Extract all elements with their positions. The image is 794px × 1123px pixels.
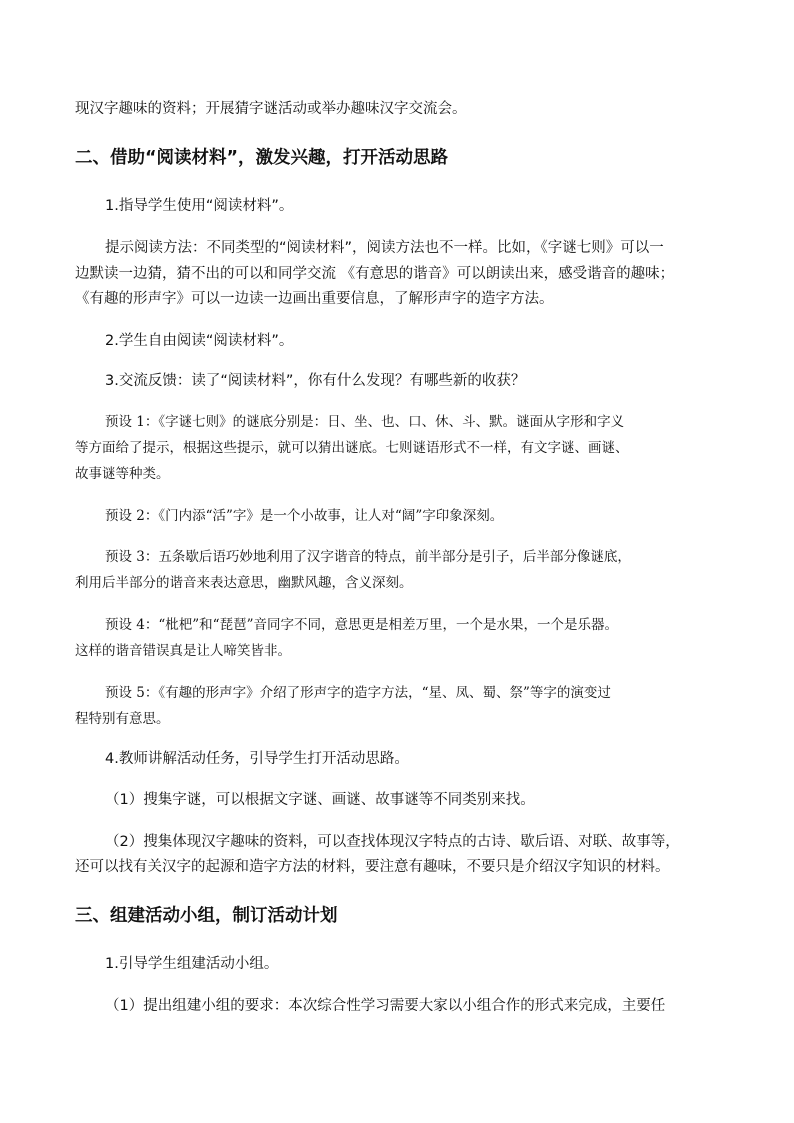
section-heading-2: 二、借助“阅读材料”，激发兴趣，打开活动思路 [75, 148, 449, 168]
step-4-item-1: （1）搜集字谜，可以根据文字谜、画谜、故事谜等不同类别来找。 [105, 792, 535, 808]
task-1-item-1: （1）提出组建小组的要求：本次综合性学习需要大家以小组合作的形式来完成，主要任 [105, 998, 666, 1014]
preset-4-line-1: 预设 4：“枇杷”和“琵琶”音同字不同，意思更是相差万里，一个是水果，一个是乐器。 [105, 617, 618, 633]
step-2: 2.学生自由阅读“阅读材料”。 [105, 333, 294, 349]
tip-paragraph-line-3: 《有趣的形声字》可以一边读一边画出重要信息，了解形声字的造字方法。 [75, 291, 554, 307]
step-4-item-2-line-1: （2）搜集体现汉字趣味的资料，可以查找体现汉字特点的古诗、歇后语、对联、故事等， [105, 834, 680, 850]
paragraph-continuation: 现汉字趣味的资料；开展猜字谜活动或举办趣味汉字交流会。 [75, 101, 467, 117]
tip-paragraph-line-2: 边默读一边猜，猜不出的可以和同学交流 《有意思的谐音》可以朗读出来，感受谐音的趣味； [75, 266, 675, 282]
step-3: 3.交流反馈：读了“阅读材料”，你有什么发现？有哪些新的收获？ [105, 373, 526, 389]
section-heading-3: 三、组建活动小组，制订活动计划 [75, 906, 338, 926]
preset-3-line-1: 预设 3：五条歇后语巧妙地利用了汉字谐音的特点，前半部分是引子，后半部分像谜底， [105, 549, 631, 565]
preset-1-line-2: 等方面给了提示，根据这些提示，就可以猜出谜底。七则谜语形式不一样，有文字谜、画谜、 [75, 440, 629, 456]
preset-1-line-1: 预设 1：《字谜七则》的谜底分别是：日、坐、也、口、休、斗、默。谜面从字形和字义 [105, 414, 625, 430]
preset-5-line-2: 程特别有意思。 [75, 711, 170, 727]
task-1: 1.引导学生组建活动小组。 [105, 956, 279, 972]
preset-3-line-2: 利用后半部分的谐音来表达意思，幽默风趣，含义深刻。 [75, 575, 413, 591]
preset-2: 预设 2：《门内添“活”字》是一个小故事，让人对“阔”字印象深刻。 [105, 508, 504, 524]
step-4: 4.教师讲解活动任务，引导学生打开活动思路。 [105, 751, 409, 767]
preset-4-line-2: 这样的谐音错误真是让人啼笑皆非。 [75, 643, 291, 659]
tip-paragraph-line-1: 提示阅读方法：不同类型的“阅读材料”，阅读方法也不一样。比如，《字谜七则》可以一 [105, 240, 664, 256]
preset-1-line-3: 故事谜等种类。 [75, 466, 170, 482]
step-4-item-2-line-2: 还可以找有关汉字的起源和造字方法的材料，要注意有趣味，不要只是介绍汉字知识的材料。 [75, 859, 670, 875]
step-1: 1.指导学生使用“阅读材料”。 [105, 198, 294, 214]
preset-5-line-1: 预设 5：《有趣的形声字》介绍了形声字的造字方法，“星、凤、蜀、祭”等字的演变过 [105, 685, 611, 701]
